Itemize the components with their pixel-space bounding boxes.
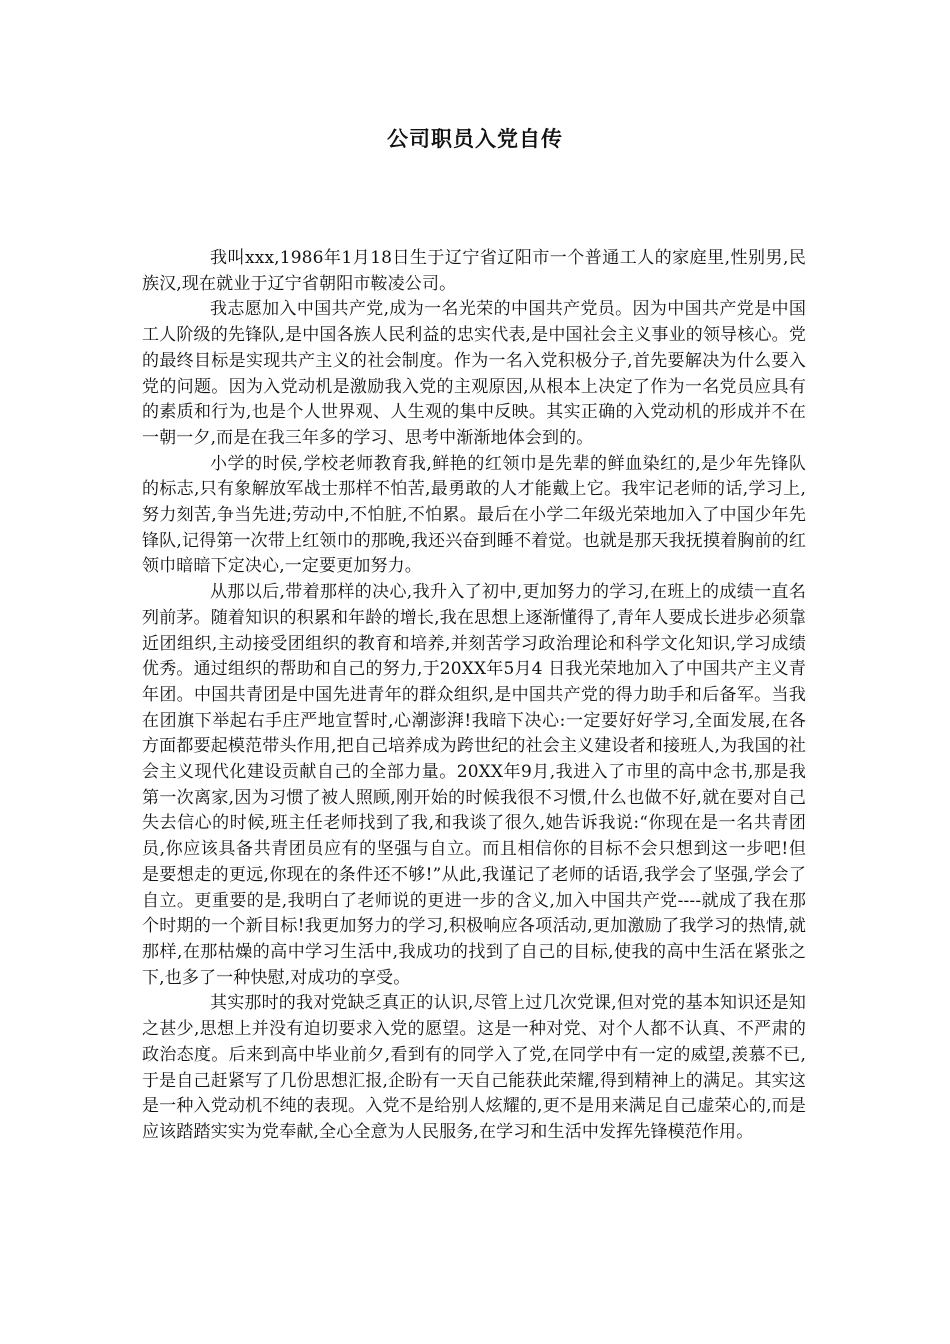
paragraph-5: 其实那时的我对党缺乏真正的认识,尽管上过几次党课,但对党的基本知识还是知之甚少,思想上并没有迫切要求入党的愿望。这是一种对党、对个人都不认真、不严肃的政治态度。后来到高中毕业前夕,看到有的同学入了党,在同学中有一定的威望,羡慕不已,于是自己赶紧写了几份思想汇报,企盼有一天自己能获此荣耀,得到精神上的满足。其实这是一种入党动机不纯的表现。入党不是给别人炫耀的,更不是用来满足自己虚荣心的,而是应该踏踏实实为党奉献,全心全意为人民服务,在学习和生活中发挥先锋模范作用。	[142, 993, 806, 1142]
document-body	[142, 246, 806, 1146]
document-title: 公司职员入党自传	[387, 127, 563, 151]
paragraph-3: 小学的时侯,学校老师教育我,鲜艳的红领巾是先辈的鲜血染红的,是少年先锋队的标志,只有象解放军战士那样不怕苦,最勇敢的人才能戴上它。我牢记老师的话,学习上,努力刻苦,争当先进;劳动中,不怕脏,不怕累。最后在小学二年级光荣地加入了中国少年先锋队,记得第一次带上红领巾的那晚,我还兴奋到睡不着觉。也就是那天我抚摸着胸前的红领巾暗暗下定决心,一定要更加努力。	[142, 453, 806, 577]
paragraph-4: 从那以后,带着那样的决心,我升入了初中,更加努力的学习,在班上的成绩一直名列前茅。随着知识的积累和年龄的增长,我在思想上逐渐懂得了,青年人要成长进步必须靠近团组织,主动接受团组织的教育和培养,并刻苦学习政治理论和科学文化知识,学习成绩优秀。通过组织的帮助和自己的努力,于20XX年5月4 日我光荣地加入了中国共产主义青年团。中国共青团是中国先进青年的群众组织,是中国共产党的得力助手和后备军。当我在团旗下举起右手庄严地宣誓时,心潮澎湃!我暗下决心:一定要好好学习,全面发展,在各方面都要起模范带头作用,把自己培养成为跨世纪的社会主义建设者和接班人,为我国的社会主义现代化建设贡献自己的全部力量。20XX年9月,我进入了市里的高中念书,那是我第一次离家,因为习惯了被人照顾,刚开始的时候我很不习惯,什么也做不好,就在要对自己失去信心的时候,班主任老师找到了我,和我谈了很久,她告诉我说:“你现在是一名共青团员,你应该具备共青团员应有的坚强与自立。而且相信你的目标不会只想到这一步吧!但是要想走的更远,你现在的条件还不够!”从此,我谨记了老师的话语,我学会了坚强,学会了自立。更重要的是,我明白了老师说的更进一步的含义,加入中国共产党----就成了我在那个时期的一个新目标!我更加努力的学习,积极响应各项活动,更加激励了我学习的热情,就那样,在那枯燥的高中学习生活中,我成功的找到了自己的目标,使我的高中生活在紧张之下,也多了一种快慰,对成功的享受。	[142, 582, 806, 988]
paragraph-2: 我志愿加入中国共产党,成为一名光荣的中国共产党员。因为中国共产党是中国工人阶级的先锋队,是中国各族人民利益的忠实代表,是中国社会主义事业的领导核心。党的最终目标是实现共产主义的社会制度。作为一名入党积极分子,首先要解决为什么要入党的问题。因为入党动机是激励我入党的主观原因,从根本上决定了作为一名党员应具有的素质和行为,也是个人世界观、人生观的集中反映。其实正确的入党动机的形成并不在一朝一夕,而是在我三年多的学习、思考中渐渐地体会到的。	[142, 299, 806, 448]
paragraph-1: 我叫xxx,1986年1月18日生于辽宁省辽阳市一个普通工人的家庭里,性别男,民族汉,现在就业于辽宁省朝阳市鞍凌公司。	[142, 248, 806, 294]
